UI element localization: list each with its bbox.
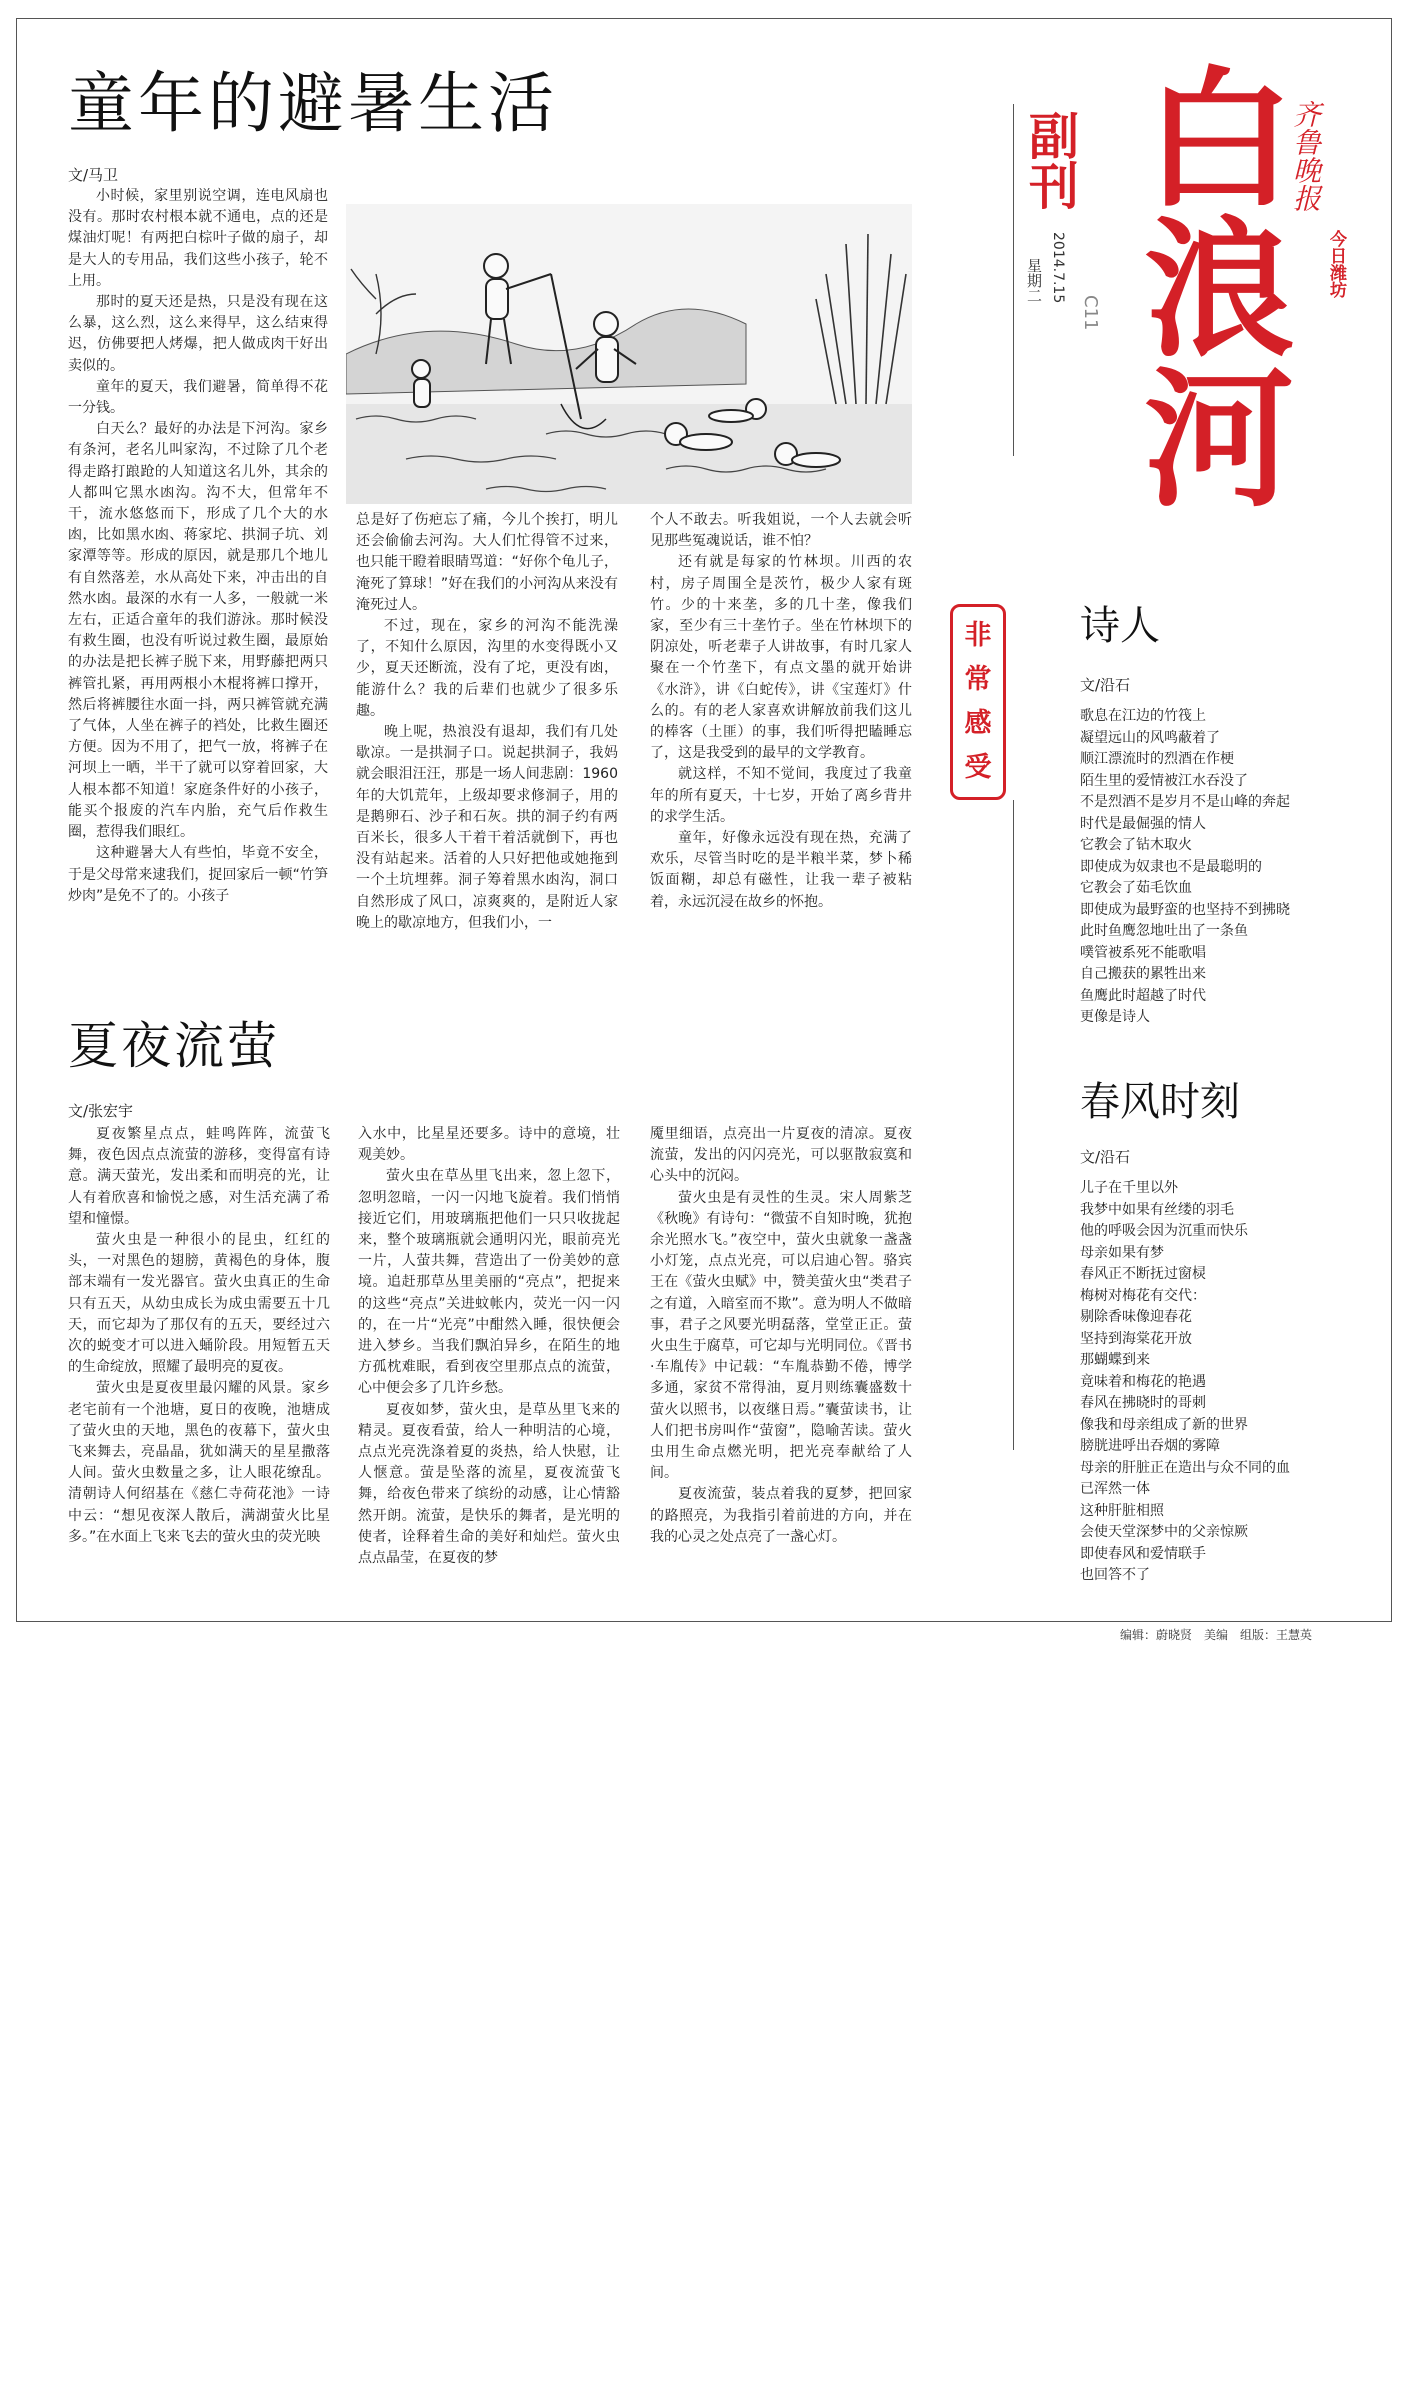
page-number bbox=[1080, 295, 1101, 335]
article2-column-1 bbox=[68, 1124, 330, 1548]
poem-line: 像我和母亲组成了新的世界 bbox=[1080, 1416, 1248, 1433]
poem-line: 鱼鹰此时超越了时代 bbox=[1080, 987, 1206, 1004]
article1-column-2 bbox=[356, 510, 618, 934]
poem-line: 即使春风和爱情联手 bbox=[1080, 1545, 1206, 1562]
article2-column-3 bbox=[650, 1124, 912, 1548]
poem-line: 自己搬获的累牲出来 bbox=[1080, 966, 1206, 982]
stamp-char: 非 bbox=[964, 620, 992, 651]
masthead-title bbox=[1120, 60, 1290, 533]
article2-column-2 bbox=[358, 1124, 620, 1569]
poem-line: 梅树对梅花有交代： bbox=[1080, 1287, 1206, 1304]
poem1-byline: 文/沿石 bbox=[1080, 676, 1131, 694]
poem-line: 凝望远山的风鸣蔽着了 bbox=[1080, 729, 1220, 746]
poem-line: 剔除香味像迎春花 bbox=[1080, 1309, 1192, 1325]
poem-line: 不是烈酒不是岁月不是山峰的奔起 bbox=[1080, 794, 1290, 810]
paragraph: 魇里细语，点亮出一片夏夜的清凉。夏夜流萤，发出的闪闪亮光，可以驱散寂寞和心头中的沉闷。 bbox=[650, 1126, 912, 1185]
poem-line: 也回答不了 bbox=[1080, 1567, 1150, 1583]
section-label bbox=[1021, 110, 1079, 221]
poem1-title: 诗人 bbox=[1080, 603, 1160, 649]
masthead-title-text: 白浪河 bbox=[1118, 60, 1292, 510]
poem2-byline: 文/沿石 bbox=[1080, 1148, 1131, 1166]
poem-line: 母亲如果有梦 bbox=[1080, 1244, 1164, 1261]
paragraph: 夏夜如梦，萤火虫，是草丛里飞来的精灵。夏夜看萤，给人一种明洁的心境，点点光亮洗涤着夏的炎热，给人快慰，让人惬意。萤是坠落的流星，夏夜流萤飞舞，给夜色带来了缤纷的动感，让心情豁然开朗。流萤，是快乐的舞者，是光明的使者，诠释着生命的美好和灿烂。萤火虫点点晶莹，在夏夜的梦 bbox=[358, 1401, 620, 1567]
paragraph: 童年，好像永远没有现在热，充满了欢乐，尽管当时吃的是半粮半菜，梦卜稀饭面糊，却总有磁性，让我一辈子被粘着，永远沉浸在故乡的怀抱。 bbox=[650, 830, 912, 910]
poem-line: 陌生里的爱情被江水吞没了 bbox=[1080, 772, 1248, 789]
paper-logo bbox=[1290, 100, 1320, 218]
poem-line: 即使成为奴隶也不是最聪明的 bbox=[1080, 858, 1262, 875]
poem-line: 坚持到海棠花开放 bbox=[1080, 1330, 1192, 1347]
stamp-char: 常 bbox=[964, 664, 992, 695]
poem-line: 他的呼吸会因为沉重而快乐 bbox=[1080, 1223, 1248, 1239]
poem-line: 此时鱼鹰忽地吐出了一条鱼 bbox=[1080, 923, 1248, 939]
sub-logo-text: 今日潍坊 bbox=[1326, 230, 1346, 298]
article1-title: 童年的避暑生活 bbox=[68, 65, 558, 142]
paragraph: 萤火虫是一种很小的昆虫，红红的头，一对黑色的翅膀，黄褐色的身体，腹部末端有一发光器官。萤火虫真正的生命只有五天，从幼虫成长为成虫需要五十几天，而它却为了那仅有的五天，要经过六次的蜕变才可以进入蛹阶段。用短暂五天的生命绽放，照耀了最明亮的夏夜。 bbox=[68, 1232, 330, 1376]
section-label-text: 副刊 bbox=[1021, 110, 1079, 210]
paragraph: 童年的夏天，我们避暑，简单得不花一分钱。 bbox=[68, 378, 328, 417]
poem-line: 春风在拂晓时的哥刺 bbox=[1080, 1395, 1206, 1411]
paragraph: 萤火虫是夏夜里最闪耀的风景。家乡老宅前有一个池塘，夏日的夜晚，池塘成了萤火虫的天地，黑色的夜幕下，萤火虫飞来舞去，亮晶晶，犹如满天的星星撒落人间。萤火虫数量之多，让人眼花缭乱。清朝诗人何绍基在《慈仁寺荷花池》一诗中云：“想见夜深人散后，满湖萤火比星多。”在水面上飞来飞去的萤火虫的荧光映 bbox=[68, 1380, 330, 1545]
poem-line: 这种肝脏相照 bbox=[1080, 1502, 1164, 1519]
paragraph: 个人不敢去。听我姐说，一个人去就会听见那些冤魂说话，谁不怕？ bbox=[650, 512, 912, 550]
editor-credits: 编辑：蔚晓贤 美编 组版：王慧英 bbox=[1120, 1628, 1313, 1642]
article1-column-3 bbox=[650, 510, 912, 913]
paragraph: 入水中，比星星还要多。诗中的意境，壮观美妙。 bbox=[358, 1126, 620, 1164]
paragraph: 不过，现在，家乡的河沟不能洗澡了，不知什么原因，沟里的水变得既小又少，夏天还断流，没有了坨，更没有凼，能游什么？我的后辈们也就少了很多乐趣。 bbox=[356, 618, 618, 719]
article2-byline: 文/张宏宇 bbox=[68, 1102, 134, 1120]
stamp-char: 受 bbox=[964, 752, 992, 783]
poem-line: 即使成为最野蛮的也坚持不到拂晓 bbox=[1080, 901, 1290, 918]
poem-line: 它教会了茹毛饮血 bbox=[1080, 880, 1192, 896]
paragraph: 就这样，不知不觉间，我度过了我童年的所有夏天，十七岁，开始了离乡背井的求学生活。 bbox=[650, 766, 912, 825]
paragraph: 萤火虫是有灵性的生灵。宋人周紫芝《秋晚》有诗句：“微萤不自知时晚，犹抱余光照水飞。”夜空中，萤火虫就象一盏盏小灯笼，点点光亮，可以启迪心智。骆宾王在《萤火虫赋》中，赞美萤火虫“类君子之有道，入暗室而不欺”。意为明人不做暗事，君子之风要光明磊落，堂堂正正。萤火虫生于腐草，可它却与光明同位。《晋书·车胤传》中记载：“车胤恭勤不倦，博学多通，家贫不常得油，夏月则练囊盛数十萤火以照书，以夜继日焉。”囊萤读书，让人们把书房叫作“萤窗”，隐喻苦读。萤火虫用生命点燃光明，把光亮奉献给了人间。 bbox=[650, 1189, 912, 1482]
article2-title: 夏夜流萤 bbox=[68, 1017, 280, 1075]
paragraph: 还有就是每家的竹林坝。川西的农村，房子周围全是茨竹，极少人家有斑竹。少的十来垄，多的几十垄，像我们家，至少有三十垄竹子。坐在竹林坝下的阴凉处，听老辈子人讲故事，有时几家人聚在一个竹垄下，有点文墨的就开始讲《水浒》，讲《白蛇传》，讲《宝莲灯》什么的。有的老人家喜欢讲解放前我们这儿的棒客（土匪）的事，我们听得把瞌睡忘了，这是我受到的最早的文学教育。 bbox=[650, 554, 912, 762]
poem2-lines bbox=[1080, 1178, 1380, 1587]
poem-line: 竟味着和梅花的艳遇 bbox=[1080, 1373, 1206, 1390]
feature-stamp bbox=[950, 604, 1006, 800]
masthead-divider bbox=[1013, 104, 1014, 456]
poem-line: 母亲的肝脏正在造出与众不同的血 bbox=[1080, 1459, 1290, 1476]
poem-line: 春风正不断抚过窗棂 bbox=[1080, 1266, 1206, 1282]
page-number-text: C11 bbox=[1080, 295, 1101, 331]
paragraph: 夏夜流萤，装点着我的夏梦，把回家的路照亮，为我指引着前进的方向，并在我的心灵之处点亮了一盏心灯。 bbox=[650, 1486, 912, 1545]
paragraph: 总是好了伤疤忘了痛，今儿个挨打，明儿还会偷偷去河沟。大人们忙得管不过来，也只能干瞪着眼睛骂道：“好你个龟儿子，淹死了算球！”好在我们的小河沟从来没有淹死过人。 bbox=[356, 512, 618, 613]
poem-line: 更像是诗人 bbox=[1080, 1009, 1150, 1025]
poem-line: 时代是最倔强的情人 bbox=[1080, 815, 1206, 832]
paper-logo-text: 齐鲁晚报 bbox=[1289, 100, 1322, 212]
stamp-char: 感 bbox=[964, 708, 992, 739]
paragraph: 白天么？最好的办法是下河沟。家乡有条河，老名儿叫家沟，不过除了几个老得走路打踉跄的人知道这名儿外，其余的人都叫它黑水凼沟。沟不大，但常年不干，流水悠悠而下，形成了几个大的水凼，比如黑水凼、蒋家坨、拱洞子坑、刘家潭等等。形成的原因，就是那几个地儿有自然落差，水从高处下来，冲击出的自然水凼。最深的水有一人多，一般就一米左右，正适合童年的我们游泳。那时候没有救生圈，也没有听说过救生圈，最原始的办法是把长裤子脱下来，用野藤把两只裤管扎紧，再用两根小木棍将裤口撑开，然后将裤腰往水面一抖，两只裤管就充满了气体，人坐在裤子的裆处，比救生圈还方便。因为不用了，把气一放，将裤子在河坝上一晒，半干了就可以穿着回家，大人根本都不知道！家庭条件好的小孩子，能买个报废的汽车内胎，充气后作救生圈，惹得我们眼红。 bbox=[68, 421, 328, 841]
issue-date: 2014.7.15 bbox=[1049, 232, 1066, 304]
column-divider bbox=[1013, 800, 1014, 1450]
poem-line: 那蝴蝶到来 bbox=[1080, 1352, 1150, 1368]
poem-line: 它教会了钻木取火 bbox=[1080, 837, 1192, 853]
article1-byline: 文/马卫 bbox=[68, 166, 119, 184]
poem-line: 歌息在江边的竹筏上 bbox=[1080, 708, 1206, 724]
poem-line: 已浑然一体 bbox=[1080, 1481, 1150, 1497]
poem1-lines bbox=[1080, 706, 1380, 1029]
poem-line: 儿子在千里以外 bbox=[1080, 1180, 1178, 1196]
poem-line: 我梦中如果有丝缕的羽毛 bbox=[1080, 1201, 1234, 1218]
article1-column-1 bbox=[68, 186, 328, 907]
poem-line: 膀胱进呼出吞烟的雾障 bbox=[1080, 1438, 1220, 1454]
poem-line: 顺江漂流时的烈酒在作梗 bbox=[1080, 751, 1234, 767]
children-swimming-illustration bbox=[346, 204, 912, 504]
paragraph: 晚上呢，热浪没有退却，我们有几处歇凉。一是拱洞子口。说起拱洞子，我妈就会眼泪汪汪，那是一场人间悲剧：1960年的大饥荒年，上级却要求修洞子，用的是鹅卵石、沙子和石灰。拱的洞子约有两百米长，很多人干着干着活就倒下，再也没有站起来。活着的人只好把他或她拖到一个土坑埋葬。洞子筹着黑水凼沟，洞口自然形成了风口，凉爽爽的，是附近人家晚上的歇凉地方，但我们小，一 bbox=[356, 724, 618, 931]
paragraph: 小时候，家里别说空调，连电风扇也没有。那时农村根本就不通电，点的还是煤油灯呢！有两把白棕叶子做的扇子，却是大人的专用品，我们这些小孩子，轮不上用。 bbox=[68, 188, 328, 289]
poem-line: 噗管被系死不能歌唱 bbox=[1080, 944, 1206, 961]
poem-line: 会使天堂深梦中的父亲惊厥 bbox=[1080, 1524, 1248, 1540]
paragraph: 那时的夏天还是热，只是没有现在这么暴，这么烈，这么来得早，这么结束得迟，仿佛要把人烤爆，把人做成肉干好出卖似的。 bbox=[68, 294, 328, 374]
paragraph: 这种避暑大人有些怕，毕竟不安全，于是父母常来逮我们，捉回家后一顿“竹笋炒肉”是免不了的。小孩子 bbox=[68, 845, 328, 904]
sub-logo bbox=[1326, 230, 1345, 303]
paragraph: 夏夜繁星点点，蛙鸣阵阵，流萤飞舞，夜色因点点流萤的游移，变得富有诗意。满天萤光，发出柔和而明亮的光，让人有着欣喜和愉悦之感，对生活充满了希望和憧憬。 bbox=[68, 1126, 330, 1227]
poem2-title: 春风时刻 bbox=[1080, 1079, 1240, 1125]
weekday: 星期二 bbox=[1025, 258, 1043, 304]
paragraph: 萤火虫在草丛里飞出来，忽上忽下，忽明忽暗，一闪一闪地飞旋着。我们悄悄接近它们，用玻璃瓶把他们一只只收拢起来，整个玻璃瓶就会通明闪光，眼前亮光一片，人萤共舞，营造出了一份美妙的意境。追赶那草丛里美丽的“亮点”，把捉来的这些“亮点”关进蚊帐内，荧光一闪一闪的，在一片“光亮”中酣然入睡，很快便会进入梦乡。当我们飘泊异乡，在陌生的地方孤枕难眠，看到夜空里那点点的流萤，心中便会多了几许乡愁。 bbox=[358, 1168, 620, 1397]
issue-info bbox=[1024, 232, 1066, 342]
